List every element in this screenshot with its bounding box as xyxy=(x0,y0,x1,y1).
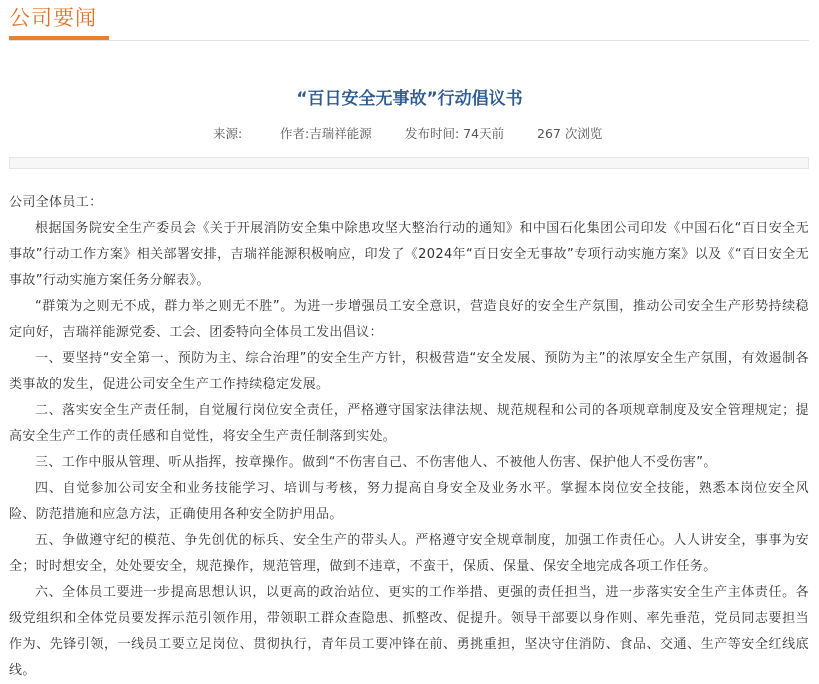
article-paragraph: “群策为之则无不成，群力举之则无不胜”。为进一步增强员工安全意识，营造良好的安全生产氛围，推动公司安全生产形势持续稳定向好，吉瑞祥能源党委、工会、团委特向全体员工发出倡议： xyxy=(9,299,809,340)
meta-publish-time: 发布时间: 74天前 xyxy=(405,126,505,141)
article-paragraph: 四、自觉参加公司安全和业务技能学习、培训与考核，努力提高自身安全及业务水平。掌握本岗位安全技能，熟悉本岗位安全风险、防范措施和应急方法，正确使用各种安全防护用品。 xyxy=(9,481,809,522)
article-paragraph: 五、争做遵守纪的模范、争先创优的标兵、安全生产的带头人。严格遵守安全规章制度，加强工作责任心。人人讲安全，事事为安全；时时想安全，处处要安全，规范操作，规范管理，做到不违章，不蛮干，保质、保量、保安全地完成各项工作任务。 xyxy=(9,533,809,574)
section-title: 公司要闻 xyxy=(9,6,97,30)
article-paragraph: 二、落实安全生产责任制，自觉履行岗位安全责任，严格遵守国家法律法规、规范规程和公司的各项规章制度及安全管理规定；提高安全生产工作的责任感和自觉性，将安全生产责任制落到实处。 xyxy=(9,403,809,444)
meta-views: 267 次浏览 xyxy=(537,126,603,141)
article-paragraph: 六、全体员工要进一步提高思想认识，以更高的政治站位、更实的工作举措、更强的责任担当，进一步落实安全生产主体责任。各级党组织和全体党员要发挥示范引领作用，带领职工群众查隐患、抓整改、促提升。领导干部要以身作则、率先垂范，党员同志要担当作为、先锋引领，一线员工要立足岗位、贯彻执行，青年员工要冲锋在前、勇挑重担，坚决守住消防、食品、交通、生产等安全红线底线。 xyxy=(9,585,809,678)
article-title: “百日安全无事故”行动倡议书 xyxy=(296,89,523,109)
section-title-underline xyxy=(9,36,109,40)
section-header xyxy=(9,0,809,41)
meta-author: 作者:吉瑞祥能源 xyxy=(280,126,372,141)
article-paragraph: 根据国务院安全生产委员会《关于开展消防安全集中除患攻坚大整治行动的通知》和中国石化集团公司印发《中国石化“百日安全无事故”行动工作方案》相关部署安排，吉瑞祥能源积极响应，印发了《2024年“百日安全无事故”专项行动实施方案》以及《“百日安全无事故”行动实施方案任务分解表》。 xyxy=(9,221,809,288)
article-paragraph: 一、要坚持“安全第一、预防为主、综合治理”的安全生产方针，积极营造“安全发展、预防为主”的浓厚安全生产氛围，有效遏制各类事故的发生，促进公司安全生产工作持续稳定发展。 xyxy=(9,351,809,392)
article-body xyxy=(9,190,809,684)
article-greeting: 公司全体员工： xyxy=(9,195,103,210)
article-divider-bar xyxy=(9,157,809,169)
article-paragraph: 三、工作中服从管理、听从指挥，按章操作。做到“不伤害自己、不伤害他人、不被他人伤害、保护他人不受伤害”。 xyxy=(35,455,717,470)
meta-source: 来源: xyxy=(213,126,243,141)
